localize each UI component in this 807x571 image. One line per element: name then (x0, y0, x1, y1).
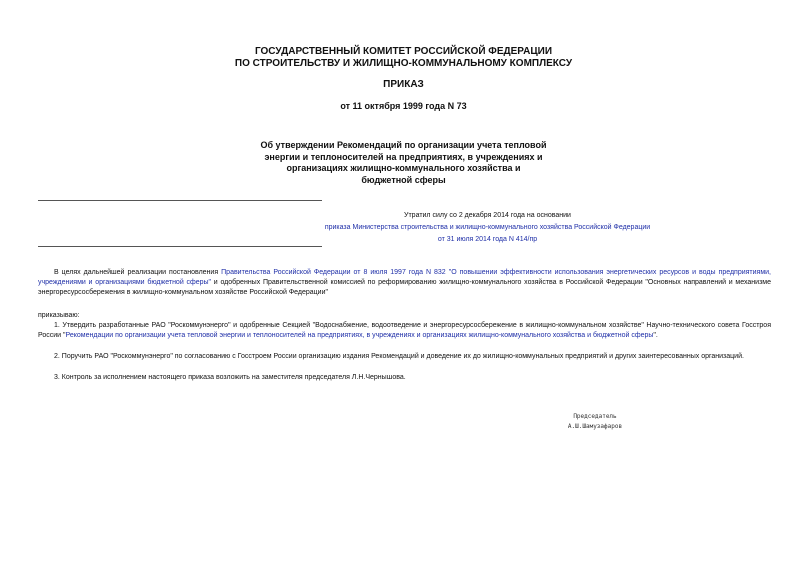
recommendations-link[interactable]: Рекомендации по организации учета тепловой энергии и теплоносителей на предприятиях, в учреждениях и организациях жилищно-коммунального хозяйства и бюджетной сферы (65, 332, 654, 339)
organization-name (0, 46, 807, 70)
document-date: от 11 октября 1999 года N 73 (340, 101, 467, 111)
title-line-4: бюджетной сферы (361, 174, 446, 185)
order-item-1 (38, 321, 771, 341)
document-title (0, 140, 807, 186)
preamble-text-prefix: В целях дальнейшей реализации постановления (54, 269, 222, 276)
divider-top (38, 200, 322, 201)
order-word: приказываю: (38, 312, 80, 319)
repeal-order-date-link[interactable]: от 31 июля 2014 года N 414/пр (437, 236, 538, 243)
order-item-2: 2. Поручить РАО "Роскоммунэнерго" по согласованию с Госстроем России организацию издания Рекомендаций и доведение их до жилищно-коммунальных предприятий и других заинтересованных организаций. (54, 353, 744, 360)
divider-bottom (38, 246, 322, 247)
signatory-position: Председатель (573, 413, 617, 420)
repeal-order-link[interactable]: приказа Министерства строительства и жилищно-коммунального хозяйства Российской Федерации (324, 224, 651, 231)
preamble-paragraph (38, 268, 771, 298)
order-item-3: 3. Контроль за исполнением настоящего приказа возложить на заместителя председателя Л.Н.Чернышова. (54, 374, 406, 381)
signatory-name: А.Ш.Шамузафаров (567, 423, 623, 430)
title-line-2: энергии и теплоносителей на предприятиях, в учреждениях и (264, 151, 543, 162)
organization-line-1: ГОСУДАРСТВЕННЫЙ КОМИТЕТ РОССИЙСКОЙ ФЕДЕРАЦИИ (254, 46, 553, 57)
item-1-text-suffix: ". (653, 332, 658, 339)
title-line-1: Об утверждении Рекомендаций по организации учета тепловой (260, 140, 547, 150)
item-1-text-prefix: 1. Утвердить разработанные РАО "Роскоммунэнерго" и одобренные Секцией "Водоснабжение, водоотведение и энергоресурсосбережение в жилищно-коммунальном хозяйстве" Научно-технического совета Госстроя России " (38, 322, 771, 339)
signature-block (540, 412, 650, 432)
organization-line-2: ПО СТРОИТЕЛЬСТВУ И ЖИЛИЩНО-КОММУНАЛЬНОМУ КОМПЛЕКСУ (234, 58, 573, 69)
preamble-text-suffix: и одобренных Правительственной комиссией по реформированию жилищно-коммунального хозяйства в Российской Федерации "Основных направлений и механизме энергоресурсосбережения в жилищно-коммунальном хозяйстве Российской Федерации" (38, 279, 771, 296)
government-decree-link[interactable]: Правительства Российской Федерации от 8 июля 1997 года N 832 "О повышении эффективности использования энергетических ресурсов и воды предприятиями, учреждениями и организациями бюджетной сферы" (38, 269, 772, 286)
title-line-3: организациях жилищно-коммунального хозяйства и (286, 163, 521, 173)
status-line: Утратил силу со 2 декабря 2014 года на основании (404, 212, 571, 219)
validity-status (200, 210, 775, 246)
document-type: ПРИКАЗ (383, 79, 424, 90)
